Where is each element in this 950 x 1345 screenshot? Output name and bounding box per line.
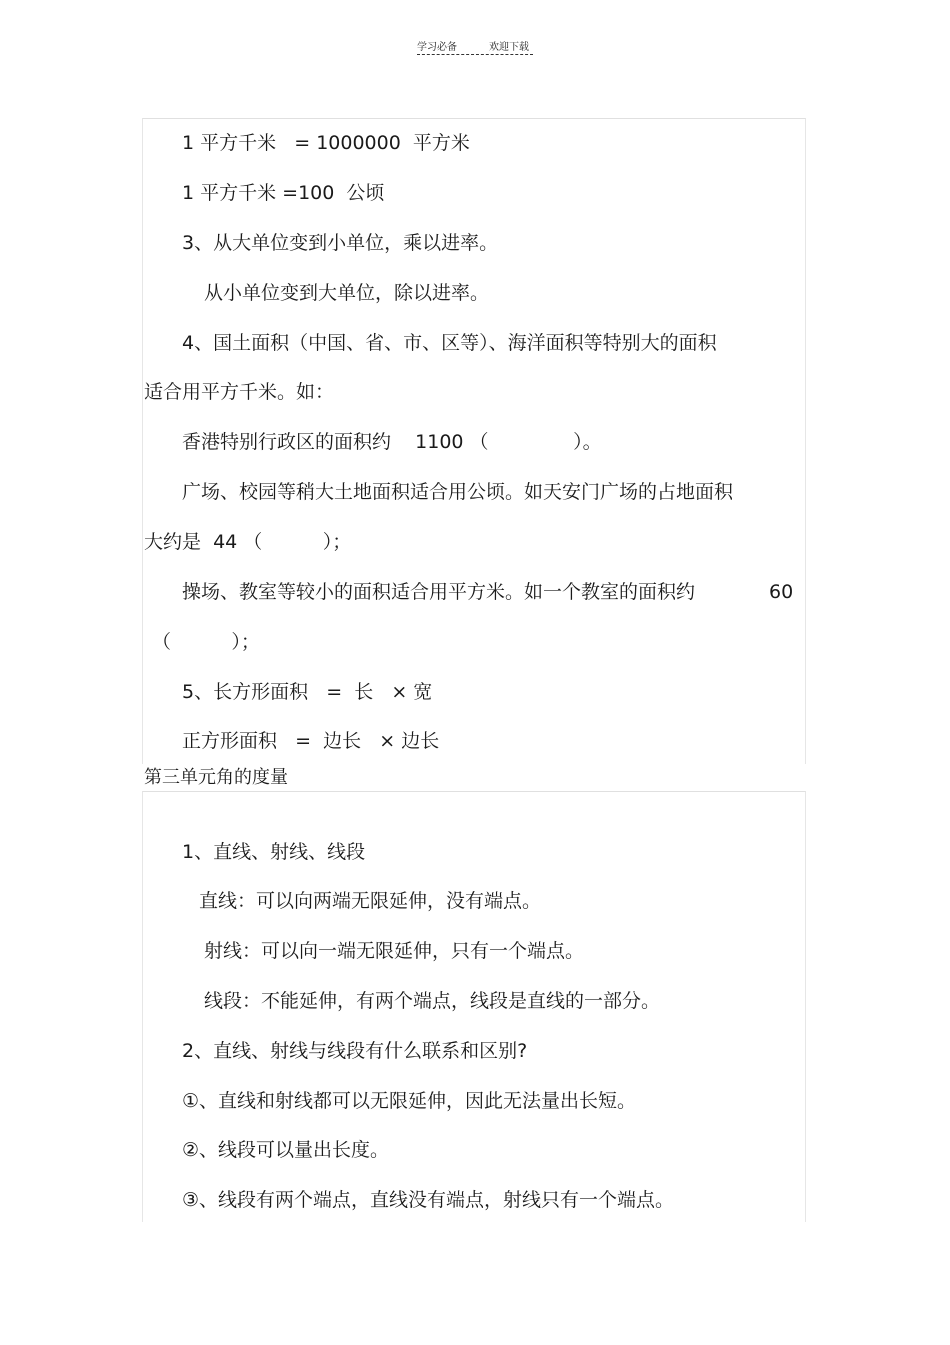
text-line: 从小单位变到大单位，除以进率。 [204, 282, 490, 304]
text-line: 操场、教室等较小的面积适合用平方米。如一个教室的面积约 [182, 581, 696, 603]
section-title: 第三单元角的度量 [144, 767, 288, 788]
text-line: 线段：不能延伸，有两个端点，线段是直线的一部分。 [204, 990, 661, 1012]
text-line: 射线：可以向一端无限延伸，只有一个端点。 [204, 940, 585, 962]
header-rule [417, 54, 533, 55]
text-line: 1、直线、射线、线段 [182, 841, 366, 863]
text-line: 大约是 44 （ ）； [144, 531, 352, 553]
text-line: ②、线段可以量出长度。 [182, 1139, 390, 1161]
text-line: （ ）； [152, 631, 260, 653]
page-header [0, 38, 950, 58]
text-line: 3、从大单位变到小单位，乘以进率。 [182, 232, 499, 254]
text-line: 直线：可以向两端无限延伸，没有端点。 [199, 890, 542, 912]
text-line: 适合用平方千米。如： [144, 381, 335, 403]
text-line: 1 平方千米 = 1000000 平方米 [182, 132, 470, 154]
text-line: 2、直线、射线与线段有什么联系和区别? [182, 1040, 528, 1062]
header-left-text: 学习必备 [417, 42, 457, 53]
text-line: ③、线段有两个端点，直线没有端点，射线只有一个端点。 [182, 1189, 675, 1211]
text-line-value: 60 [769, 581, 794, 603]
text-line: 5、长方形面积 = 长 × 宽 [182, 681, 433, 703]
text-line: 广场、校园等稍大土地面积适合用公顷。如天安门广场的占地面积 [182, 481, 734, 503]
text-line: 正方形面积 = 边长 × 边长 [182, 730, 440, 752]
text-line: 4、国土面积（中国、省、市、区等）、海洋面积等特别大的面积 [182, 332, 717, 354]
text-line: ①、直线和射线都可以无限延伸，因此无法量出长短。 [182, 1090, 637, 1112]
header-right-text: 欢迎下载 [489, 42, 529, 53]
text-line: 香港特别行政区的面积约 1100 （ ）。 [182, 431, 602, 453]
text-line: 1 平方千米 =100 公顷 [182, 182, 385, 204]
